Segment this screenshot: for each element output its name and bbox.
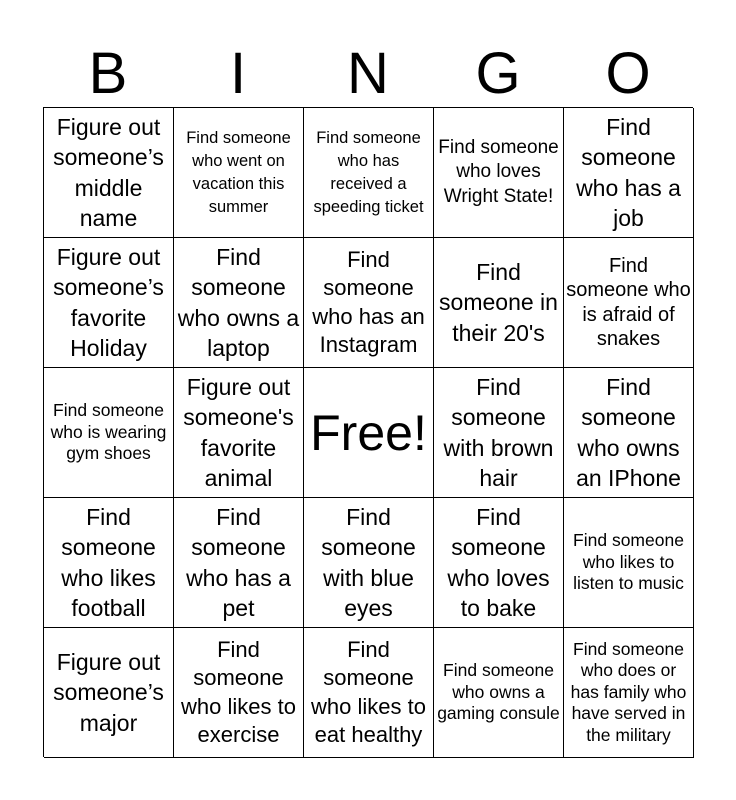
free-space-text: Free! xyxy=(310,404,427,461)
bingo-cell xyxy=(564,628,694,758)
cell-text: Find someone who likes to listen to music xyxy=(573,530,684,594)
cell-text: Figure out someone’s favorite Holiday xyxy=(53,243,164,361)
cell-text: Find someone who loves to bake xyxy=(447,503,550,621)
bingo-cell xyxy=(434,498,564,628)
cell-text: Find someone who has a job xyxy=(576,113,681,231)
header-letter-i: I xyxy=(229,41,247,106)
cell-text: Find someone who has a pet xyxy=(186,503,291,621)
bingo-cell xyxy=(564,368,694,498)
cell-text: Find someone who has received a speeding ticket xyxy=(313,128,424,216)
cell-text: Figure out someone's favorite animal xyxy=(183,373,294,491)
bingo-cell xyxy=(434,108,564,238)
cell-text: Find someone who has an Instagram xyxy=(312,246,425,357)
bingo-cell xyxy=(44,628,174,758)
bingo-cell xyxy=(434,238,564,368)
bingo-cell xyxy=(174,368,304,498)
bingo-cell xyxy=(434,628,564,758)
header-letter-n: N xyxy=(347,41,389,106)
bingo-cell xyxy=(44,108,174,238)
cell-text: Find someone who likes to eat healthy xyxy=(311,636,426,747)
cell-text: Find someone with blue eyes xyxy=(321,503,416,621)
cell-text: Find someone with brown hair xyxy=(443,373,554,491)
cell-text: Find someone in their 20's xyxy=(439,258,558,346)
header-letter-o: O xyxy=(605,41,651,106)
cell-text: Figure out someone’s middle name xyxy=(53,113,164,231)
cell-text: Find someone who owns a laptop xyxy=(177,243,300,361)
bingo-cell xyxy=(304,108,434,238)
bingo-board xyxy=(43,107,693,757)
cell-text: Find someone who likes football xyxy=(61,503,156,621)
bingo-cell xyxy=(564,108,694,238)
bingo-cell xyxy=(44,238,174,368)
cell-text: Find someone who went on vacation this summer xyxy=(186,128,291,216)
cell-text: Figure out someone’s major xyxy=(53,648,164,736)
bingo-cell xyxy=(434,368,564,498)
bingo-cell xyxy=(304,628,434,758)
bingo-cell xyxy=(564,498,694,628)
bingo-cell xyxy=(304,498,434,628)
bingo-cell xyxy=(44,498,174,628)
bingo-cell xyxy=(174,108,304,238)
cell-text: Find someone who owns an IPhone xyxy=(576,373,681,491)
free-space xyxy=(304,368,434,498)
bingo-cell xyxy=(564,238,694,368)
cell-text: Find someone who is wearing gym shoes xyxy=(50,400,167,464)
bingo-header xyxy=(43,40,693,108)
cell-text: Find someone who loves Wright State! xyxy=(438,136,559,207)
bingo-cell xyxy=(304,238,434,368)
bingo-cell xyxy=(44,368,174,498)
header-letter-b: B xyxy=(88,41,128,106)
cell-text: Find someone who is afraid of snakes xyxy=(566,254,691,350)
bingo-cell xyxy=(174,238,304,368)
cell-text: Find someone who likes to exercise xyxy=(181,636,296,747)
bingo-cell xyxy=(174,498,304,628)
header-letter-g: G xyxy=(475,41,521,106)
cell-text: Find someone who owns a gaming consule xyxy=(437,660,560,724)
bingo-cell xyxy=(174,628,304,758)
cell-text: Find someone who does or has family who have served in the military xyxy=(570,638,687,745)
